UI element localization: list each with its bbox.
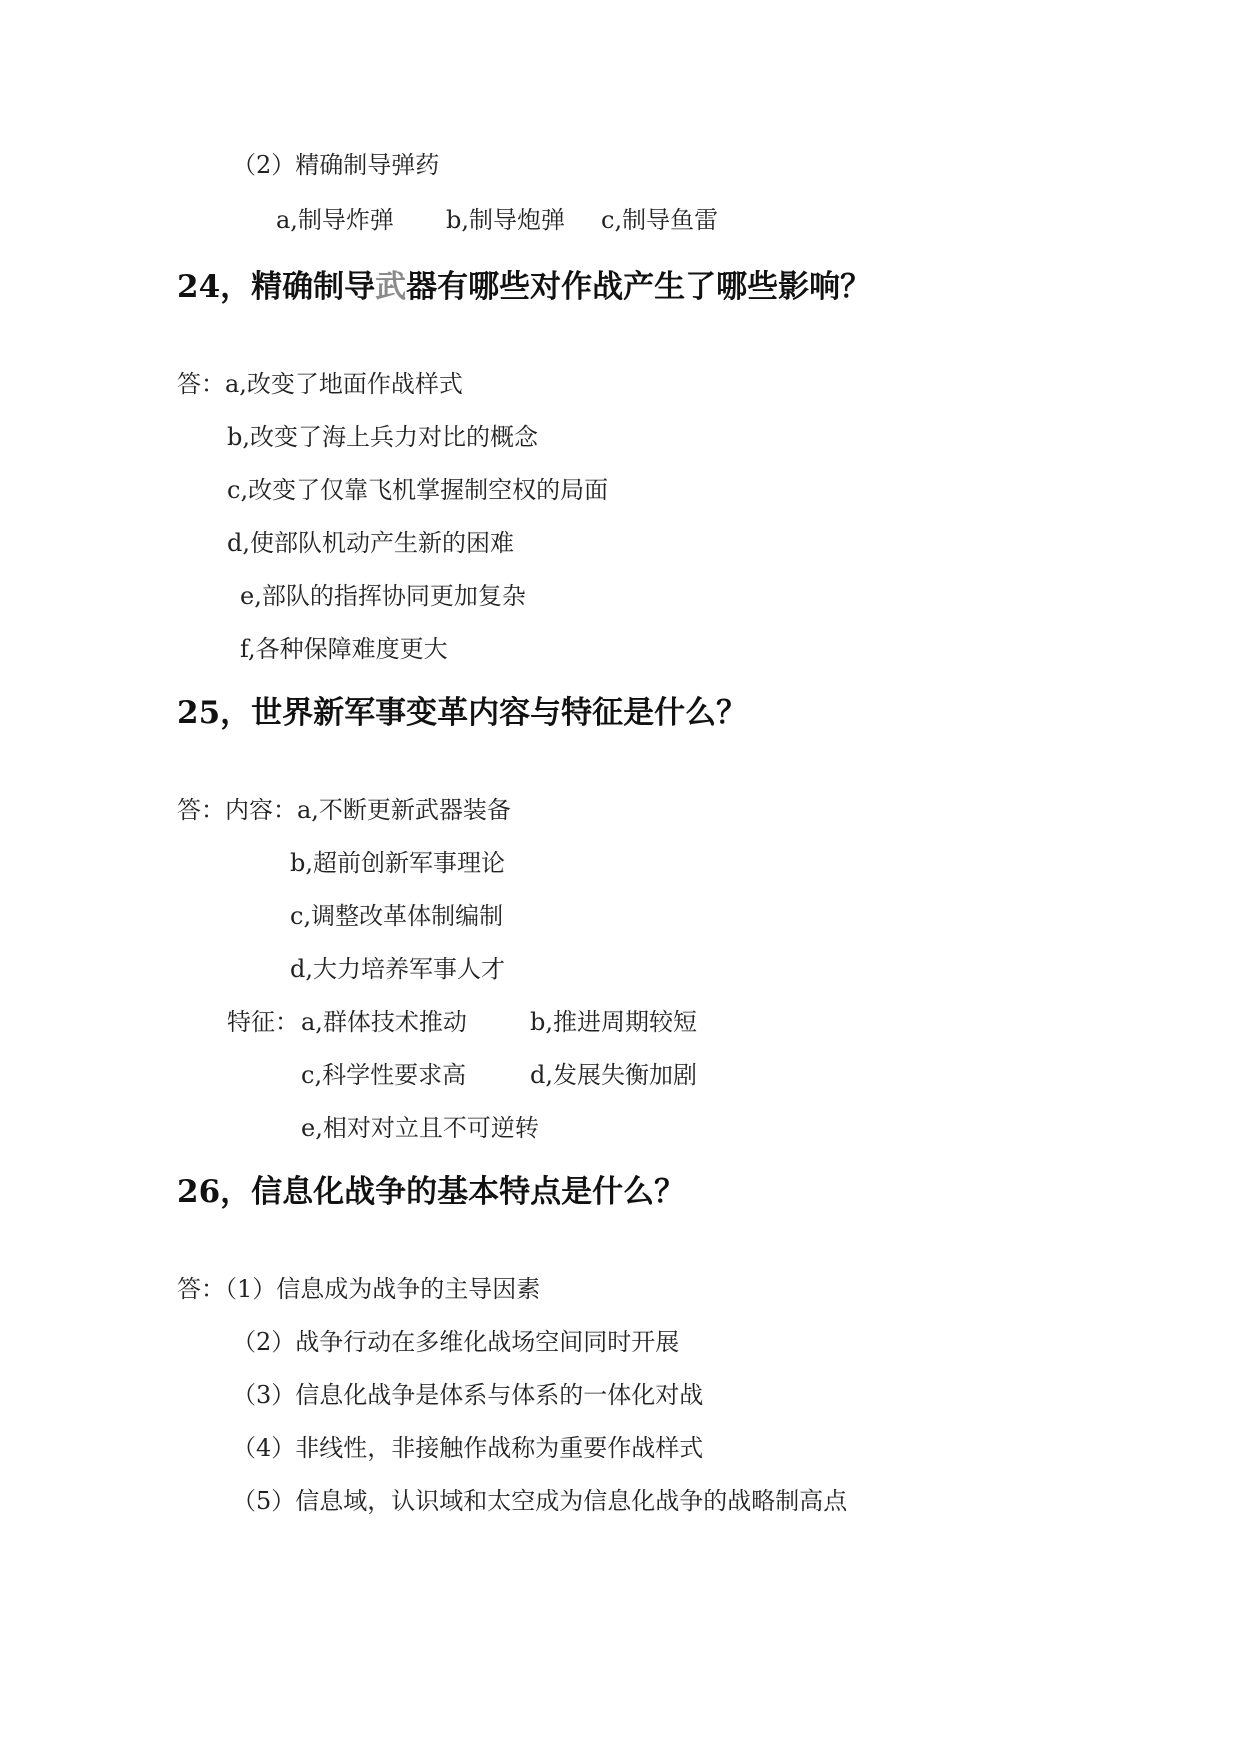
option-b: b,制导炮弹 xyxy=(446,206,565,234)
answer-line: （2）战争行动在多维化战场空间同时开展 xyxy=(232,1328,680,1356)
question-26-heading xyxy=(177,1172,685,1212)
content-line: c,调整改革体制编制 xyxy=(290,902,504,930)
feature-b: b,推进周期较短 xyxy=(530,1008,697,1036)
question-number: 26， xyxy=(177,1174,252,1210)
question-title-part: 器有哪些对作战产生了哪些影响？ xyxy=(406,269,872,305)
content-line: 答：内容：a,不断更新武器装备 xyxy=(177,796,511,824)
question-title: 世界新军事变革内容与特征是什么？ xyxy=(251,695,748,731)
option-a: a,制导炸弹 xyxy=(276,206,394,234)
answer-line: （4）非线性，非接触作战称为重要作战样式 xyxy=(232,1434,704,1462)
question-title: 信息化战争的基本特点是什么？ xyxy=(251,1174,686,1210)
answer-line: 答：（1）信息成为战争的主导因素 xyxy=(177,1275,541,1303)
answer-line: b,改变了海上兵力对比的概念 xyxy=(227,423,538,451)
features-row-2 xyxy=(301,1059,801,1091)
features-row-1 xyxy=(227,1006,827,1038)
answer-line: e,部队的指挥协同更加复杂 xyxy=(240,582,526,610)
answer-line: （3）信息化战争是体系与体系的一体化对战 xyxy=(232,1381,704,1409)
answer-line: f,各种保障难度更大 xyxy=(240,635,448,663)
question-title-part: 精确制导 xyxy=(251,269,376,305)
question-number: 25， xyxy=(177,695,252,731)
question-24-heading xyxy=(177,267,871,307)
answer-line: c,改变了仅靠飞机掌握制空权的局面 xyxy=(227,476,609,504)
option-c: c,制导鱼雷 xyxy=(601,206,719,234)
features-label: 特征： xyxy=(227,1008,299,1036)
content-line: d,大力培养军事人才 xyxy=(290,955,505,983)
feature-c: c,科学性要求高 xyxy=(301,1061,467,1089)
question-25-heading xyxy=(177,693,747,733)
content-line: b,超前创新军事理论 xyxy=(290,849,505,877)
answer-line: （5）信息域，认识域和太空成为信息化战争的战略制高点 xyxy=(232,1487,848,1515)
answer-line: d,使部队机动产生新的困难 xyxy=(227,529,514,557)
feature-a: a,群体技术推动 xyxy=(301,1008,467,1036)
question-number: 24， xyxy=(177,269,252,305)
munitions-options-row xyxy=(276,204,776,236)
answer-line: 答：a,改变了地面作战样式 xyxy=(177,370,463,398)
feature-e: e,相对对立且不可逆转 xyxy=(301,1114,539,1142)
feature-d: d,发展失衡加剧 xyxy=(530,1061,697,1089)
item-precision-munitions: （2）精确制导弹药 xyxy=(232,151,440,179)
question-title-faded-char: 武 xyxy=(375,269,407,305)
